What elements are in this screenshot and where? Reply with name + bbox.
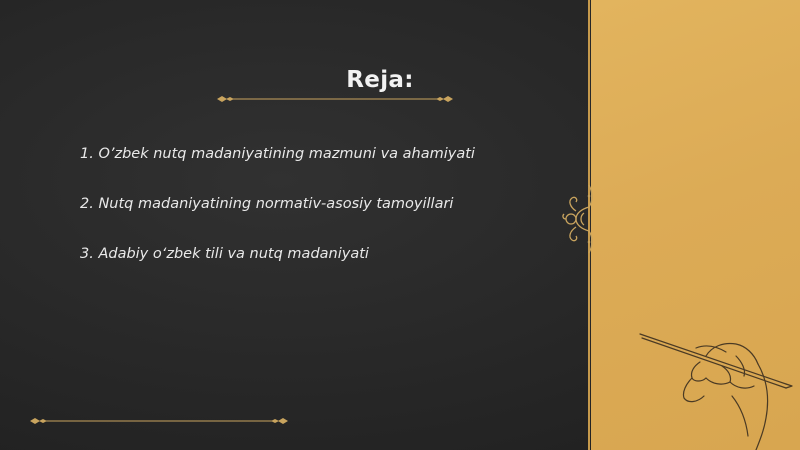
hand-with-pen-icon	[636, 326, 800, 450]
title-divider	[215, 94, 455, 104]
agenda-item-2: 2. Nutq madaniyatining normativ-asosiy tamoyillari	[80, 196, 454, 212]
scroll-ornament-icon	[560, 183, 600, 255]
bottom-divider	[28, 416, 290, 426]
agenda-item-3: 3. Adabiy o‘zbek tili va nutq madaniyati	[80, 246, 369, 262]
slide-title: Reja:	[346, 67, 414, 93]
agenda-list	[80, 142, 475, 292]
agenda-item-1: 1. O’zbek nutq madaniyatining mazmuni va ahamiyati	[80, 146, 475, 162]
